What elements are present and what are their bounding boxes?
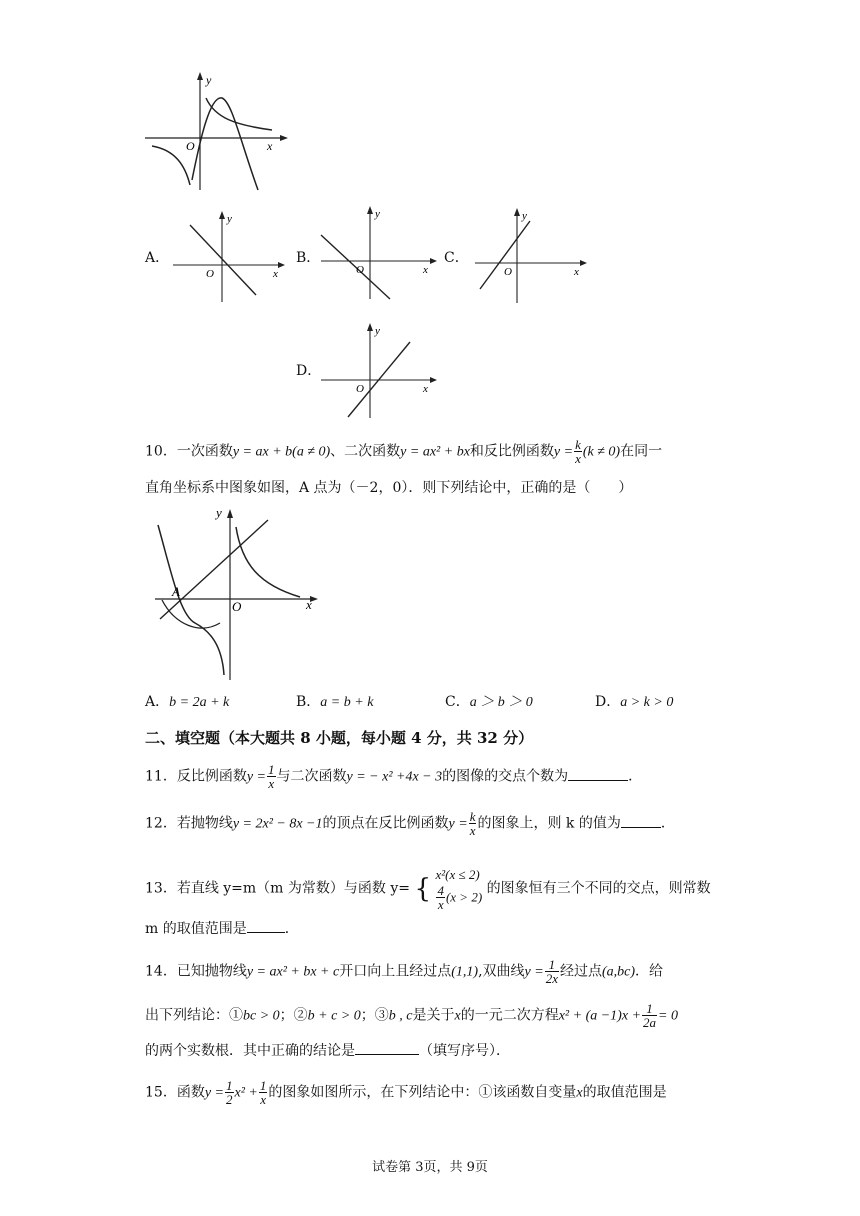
- q14-line3: 的两个实数根．其中正确的结论是 （填写序号）．: [145, 1040, 510, 1061]
- y-axis-label: y: [522, 210, 527, 222]
- q9-option-b-graph: [318, 203, 438, 303]
- q13-line2: m 的取值范围是 ．: [145, 918, 299, 939]
- q11: 11．反比例函数y = $\frac{1}{x}$ 与二次函数y = − x² +4x − 3的图像的交点个数为 ．: [145, 762, 643, 791]
- q10-line2: 直角坐标系中图象如图，A 点为（－2，0）．则下列结论中，正确的是（ ）: [145, 480, 633, 496]
- origin-label: O: [186, 139, 195, 153]
- q10-option-c: C．a ＞ b ＞ 0: [445, 694, 533, 710]
- x-axis-label: x: [423, 264, 428, 276]
- q9-option-a-label: A．: [145, 250, 170, 266]
- origin-label: O: [206, 268, 214, 280]
- q14-line2: 出下列结论：①bc > 0；②b + c > 0；③b , c是关于x的一元二次方程x² + (a −1)x + $\frac{1}{2a}$ = 0: [145, 1001, 678, 1030]
- q14-line1: 14．已知抛物线y = ax² + bx + c开口向上且经过点(1,1),双曲线y = $\frac{1}{2x}$ 经过点(a,bc)．给: [145, 957, 664, 986]
- q9-main-graph: [140, 70, 290, 195]
- answer-blank: [621, 813, 661, 828]
- section-heading: 二、填空题（本大题共 8 小题，每小题 4 分，共 32 分）: [145, 729, 534, 747]
- answer-blank: [355, 1040, 419, 1055]
- y-axis-label: y: [375, 325, 380, 337]
- q12: 12．若抛物线y = 2x² − 8x −1的顶点在反比例函数y = $\frac{k}{x}$ 的图象上，则 k 的值为 ．: [145, 809, 675, 838]
- q10-option-d: D．a > k > 0: [595, 694, 674, 710]
- y-axis-label: y: [375, 208, 380, 220]
- q9-option-d-graph: [318, 320, 438, 420]
- q10-option-a: A．b = 2a + k: [145, 694, 230, 710]
- x-axis-label: x: [267, 139, 273, 153]
- y-axis-label: y: [216, 505, 222, 520]
- q10-graph: [150, 505, 320, 683]
- x-axis-label: x: [306, 597, 312, 612]
- q9-option-b-label: B．: [296, 250, 321, 266]
- point-a-label: A: [172, 584, 180, 599]
- page-footer: 试卷第 3页，共 9页: [372, 1160, 488, 1175]
- x-axis-label: x: [423, 383, 428, 395]
- origin-label: O: [232, 599, 242, 614]
- origin-label: O: [356, 264, 364, 276]
- q15: 15．函数y = $\frac{1}{2}$ x² + $\frac{1}{x}$ 的图象如图所示，在下列结论中：①该函数自变量x的取值范围是: [145, 1078, 667, 1107]
- q9-option-d-label: D．: [296, 363, 322, 379]
- y-axis-label: y: [227, 213, 232, 225]
- x-axis-label: x: [273, 268, 278, 280]
- q9-option-c-graph: [472, 205, 590, 305]
- q10-line1: 10．一次函数y = ax + b(a ≠ 0)、二次函数y = ax² + bx和反比例函数y = $\frac{k}{x}$ (k ≠ 0)在同一: [145, 437, 663, 466]
- x-axis-label: x: [574, 266, 579, 278]
- answer-blank: [568, 766, 628, 781]
- origin-label: O: [504, 266, 512, 278]
- origin-label: O: [356, 383, 364, 395]
- q13-line1: 13．若直线 y=m（m 为常数）与函数 y= { x²(x ≤ 2) $\frac{4}{x}$ (x > 2) 的图象恒有三个不同的交点，则常数: [145, 867, 711, 912]
- q10-option-b: B．a = b + k: [296, 694, 374, 710]
- answer-blank: [247, 918, 285, 933]
- y-axis-label: y: [206, 73, 212, 87]
- q9-option-a-graph: [170, 210, 285, 305]
- q9-option-c-label: C．: [444, 250, 469, 266]
